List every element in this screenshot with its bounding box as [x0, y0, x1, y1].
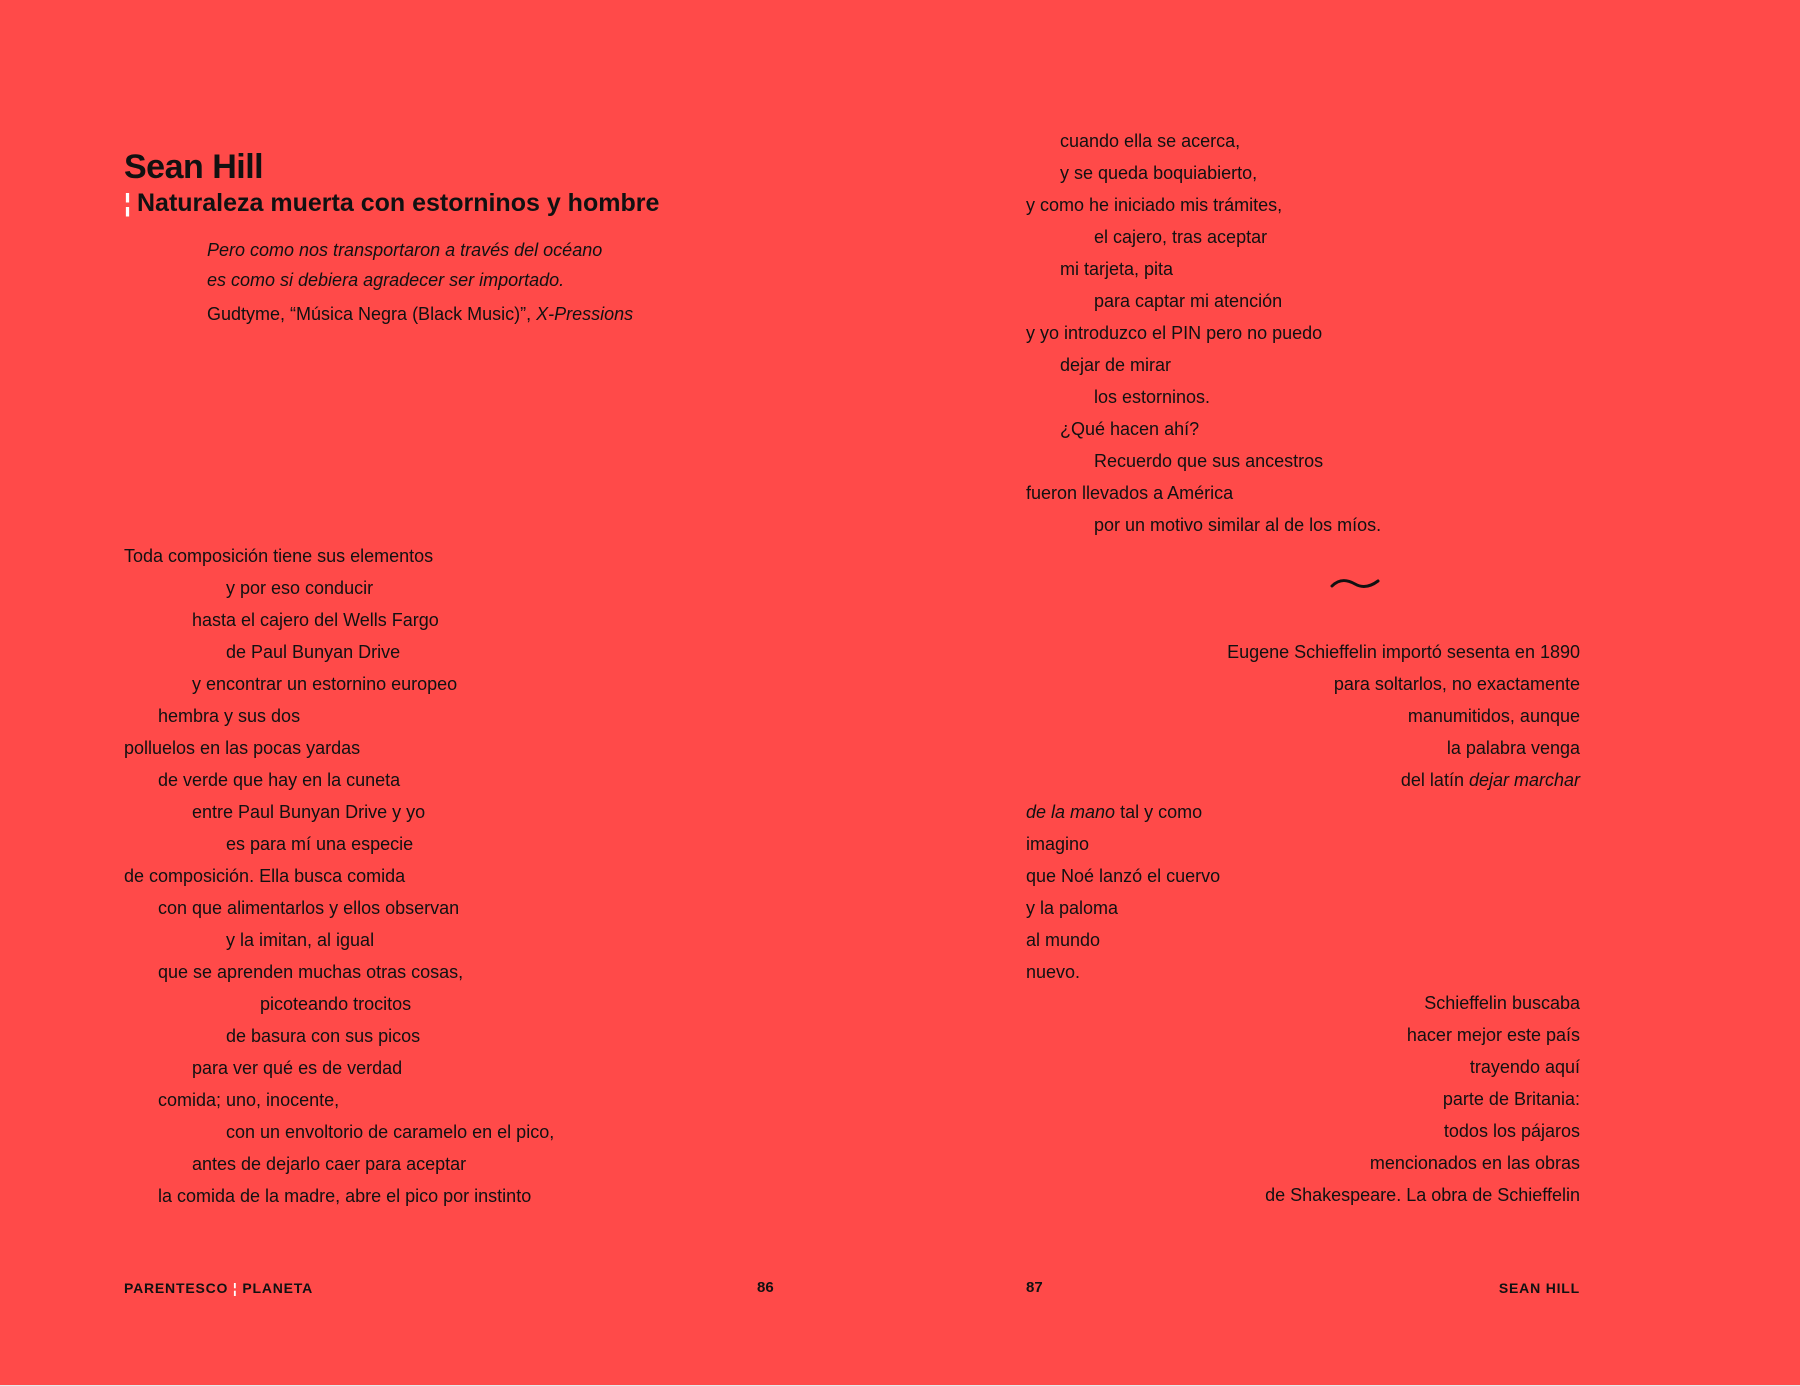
footer-book-title: PARENTESCO	[124, 1280, 229, 1296]
poem-line: entre Paul Bunyan Drive y yo	[192, 802, 426, 822]
poem-line: de composición. Ella busca comida	[124, 866, 406, 886]
poem-line: Recuerdo que sus ancestros	[1094, 451, 1324, 471]
poem-line: de la mano tal y como	[1026, 802, 1203, 822]
poem-line: la comida de la madre, abre el pico por instinto	[158, 1186, 532, 1206]
poem-title	[124, 189, 659, 218]
poem-body-right-top	[1026, 125, 1381, 541]
poem-line: con un envoltorio de caramelo en el pico,	[226, 1122, 555, 1142]
poem-line: Schieffelin buscaba	[1424, 993, 1580, 1013]
author-name: Sean Hill	[124, 148, 264, 186]
poem-title-text: Naturaleza muerta con estorninos y hombre	[137, 189, 660, 217]
epigraph-line: es como si debiera agradecer ser importado.	[207, 270, 565, 290]
poem-line: de Shakespeare. La obra de Schieffelin	[1265, 1185, 1580, 1205]
poem-line: y se queda boquiabierto,	[1060, 163, 1258, 183]
poem-line: la palabra venga	[1446, 738, 1580, 758]
poem-line: de Paul Bunyan Drive	[226, 642, 401, 662]
poem-line: es para mí una especie	[226, 834, 414, 854]
poem-line: parte de Britania:	[1442, 1089, 1580, 1109]
title-separator: ¦	[124, 189, 131, 217]
poem-line: por un motivo similar al de los míos.	[1094, 515, 1382, 535]
poem-line: antes de dejarlo caer para aceptar	[192, 1154, 467, 1174]
poem-line-emphasis: de la mano	[1026, 802, 1116, 822]
poem-line: y yo introduzco el PIN pero no puedo	[1026, 323, 1323, 343]
poem-line: y como he iniciado mis trámites,	[1026, 195, 1283, 215]
poem-line: todos los pájaros	[1443, 1121, 1580, 1141]
poem-line: y la paloma	[1026, 898, 1119, 918]
poem-body-left	[124, 540, 554, 1212]
poem-line: para soltarlos, no exactamente	[1333, 674, 1580, 694]
poem-line: mi tarjeta, pita	[1060, 259, 1174, 279]
poem-line: nuevo.	[1026, 962, 1081, 982]
poem-line: para ver qué es de verdad	[192, 1058, 403, 1078]
poem-line: hasta el cajero del Wells Fargo	[192, 610, 439, 630]
running-footer-left	[124, 1280, 313, 1296]
tilde-flourish-icon	[1330, 572, 1380, 596]
poem-line: el cajero, tras aceptar	[1094, 227, 1268, 247]
poem-line: picoteando trocitos	[260, 994, 412, 1014]
epigraph-source	[207, 299, 633, 329]
epigraph-source-work: X-Pressions	[536, 304, 634, 324]
epigraph	[207, 235, 602, 295]
poem-line: hembra y sus dos	[158, 706, 301, 726]
epigraph-line: Pero como nos transportaron a través del océano	[207, 240, 603, 260]
poem-line: imagino	[1026, 834, 1090, 854]
poem-line: que se aprenden muchas otras cosas,	[158, 962, 464, 982]
poem-line: Eugene Schieffelin importó sesenta en 1890	[1227, 642, 1580, 662]
poem-block-right-aligned-2	[1265, 987, 1580, 1211]
poem-line: para captar mi atención	[1094, 291, 1283, 311]
poem-line: hacer mejor este país	[1406, 1025, 1580, 1045]
poem-line: ¿Qué hacen ahí?	[1060, 419, 1200, 439]
poem-line: y por eso conducir	[226, 578, 374, 598]
poem-line: Toda composición tiene sus elementos	[124, 546, 434, 566]
poem-line: de verde que hay en la cuneta	[158, 770, 401, 790]
page-number-left: 86	[757, 1279, 774, 1296]
poem-line: con que alimentarlos y ellos observan	[158, 898, 460, 918]
poem-line: mencionados en las obras	[1369, 1153, 1580, 1173]
running-footer-right: SEAN HILL	[1498, 1280, 1580, 1296]
poem-line: que Noé lanzó el cuervo	[1026, 866, 1221, 886]
poem-line: fueron llevados a América	[1026, 483, 1234, 503]
poem-line: los estorninos.	[1094, 387, 1211, 407]
poem-line: y encontrar un estornino europeo	[192, 674, 458, 694]
footer-section: PLANETA	[242, 1280, 313, 1296]
poem-block-right-aligned	[1227, 636, 1580, 796]
poem-block-left-aligned	[1026, 796, 1220, 988]
poem-line: del latín dejar marchar	[1400, 770, 1580, 790]
poem-line: al mundo	[1026, 930, 1101, 950]
epigraph-source-prefix: Gudtyme, “Música Negra (Black Music)”,	[207, 304, 537, 324]
poem-line: dejar de mirar	[1060, 355, 1172, 375]
poem-line: de basura con sus picos	[226, 1026, 421, 1046]
poem-line: polluelos en las pocas yardas	[124, 738, 361, 758]
page-number-right: 87	[1026, 1279, 1043, 1296]
poem-line: trayendo aquí	[1469, 1057, 1580, 1077]
poem-line: cuando ella se acerca,	[1060, 131, 1241, 151]
poem-line-emphasis: dejar marchar	[1468, 770, 1580, 790]
footer-separator: ¦	[232, 1280, 238, 1296]
poem-line: comida; uno, inocente,	[158, 1090, 340, 1110]
poem-line: manumitidos, aunque	[1407, 706, 1580, 726]
right-page	[900, 0, 1800, 1386]
poem-line: y la imitan, al igual	[226, 930, 375, 950]
